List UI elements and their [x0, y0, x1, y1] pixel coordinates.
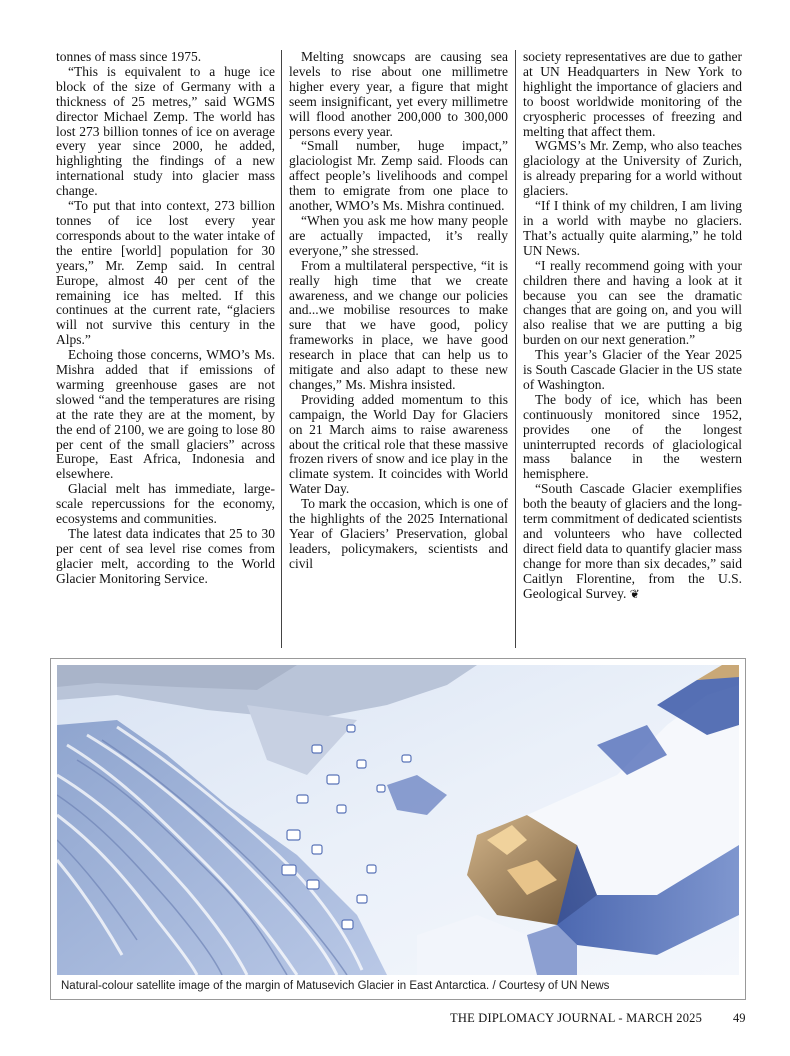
page-number: 49	[733, 1011, 746, 1025]
paragraph: The body of ice, which has been continuously monitored since 1952, provides one of the longest uninterrupted records of glaciological mass balance in the western hemisphere.	[523, 391, 742, 482]
paragraph: “If I think of my children, I am living in a world with maybe no glaciers. That’s actually quite alarming,” he told UN News.	[523, 198, 742, 258]
column-divider	[515, 50, 516, 648]
paragraph: “When you ask me how many people are actually impacted, it’s really everyone,” she stressed.	[289, 212, 508, 258]
figure	[50, 658, 746, 1000]
article-column-1	[56, 50, 275, 587]
end-of-article-icon: ❦	[629, 586, 640, 601]
column-divider	[281, 50, 282, 648]
paragraph: “This is equivalent to a huge ice block of the size of Germany with a thickness of 25 metres,” said WGMS director Michael Zemp. The world has lost 273 billion tonnes of ice on average every year since 2000, he added, highlighting the findings of a new international study into glacier mass change.	[56, 63, 275, 199]
article-column-2	[289, 50, 508, 572]
paragraph: This year’s Glacier of the Year 2025 is South Cascade Glacier in the US state of Washington.	[523, 347, 742, 392]
paragraph: “I really recommend going with your children there and having a look at it because you can see the dramatic changes that are going on, and you will also realise that we are putting a big burden on our next generation.”	[523, 257, 742, 348]
figure-caption: Natural-colour satellite image of the margin of Matusevich Glacier in East Antarctica. / Courtesy of UN News	[61, 980, 610, 992]
paragraph: society representatives are due to gather at UN Headquarters in New York to highlight the importance of glaciers and to boost worldwide monitoring of the cryospheric processes of freezing and melting that affect them.	[523, 49, 742, 139]
article-column-3	[523, 50, 742, 602]
paragraph: Glacial melt has immediate, large-scale repercussions for the economy, ecosystems and communities.	[56, 481, 275, 527]
paragraph: WGMS’s Mr. Zemp, who also teaches glaciology at the University of Zurich, is already preparing for a world without glaciers.	[523, 138, 742, 199]
paragraph: “Small number, huge impact,” glaciologist Mr. Zemp said. Floods can affect people’s livelihoods and compel them to emigrate from one place to another, WMO’s Ms. Mishra continued.	[289, 138, 508, 214]
paragraph: “To put that into context, 273 billion tonnes of ice lost every year corresponds about to the water intake of the entire [world] population for 30 years,” Mr. Zemp said. In central Europe, almost 40 per cent of the remaining ice has melted. If this continues at the current rate, “glaciers will not survive this century in the Alps.”	[56, 198, 275, 348]
paragraph: From a multilateral perspective, “it is really high time that we create awareness, and we change our policies and...we mobilise resources to make sure that we have good, policy frameworks in place, we have good research in place that can help us to mitigate and also adapt to these new changes,” Ms. Mishra insisted.	[289, 257, 508, 392]
paragraph: Melting snowcaps are causing sea levels to rise about one millimetre higher every year, a figure that might seem insignificant, yet every millimetre will flood another 200,000 to 300,000 persons every year.	[289, 49, 508, 139]
paragraph: Providing added momentum to this campaign, the World Day for Glaciers on 21 March aims to raise awareness about the critical role that these massive frozen rivers of snow and ice play in the climate system. It coincides with World Water Day.	[289, 391, 508, 497]
running-footer: THE DIPLOMACY JOURNAL - MARCH 2025	[450, 1011, 703, 1025]
paragraph	[523, 482, 742, 601]
paragraph: Echoing those concerns, WMO’s Ms. Mishra added that if emissions of warming greenhouse gases are not slowed “and the temperatures are rising at the rate they are at the moment, by the end of 2100, we are going to lose 80 per cent of the small glaciers” across Europe, East Africa, Indonesia and elsewhere.	[56, 347, 275, 482]
paragraph-text: “South Cascade Glacier exemplifies both the beauty of glaciers and the long-term commitment of dedicated scientists and volunteers who have collected direct field data to quantify glacier mass change for more than six decades,” said Caitlyn Florentine, from the U.S. Geological Survey.	[523, 481, 742, 601]
satellite-image	[57, 665, 739, 975]
paragraph: To mark the occasion, which is one of the highlights of the 2025 International Year of Glaciers’ Preservation, global leaders, policymakers, scientists and civil	[289, 496, 508, 571]
paragraph: tonnes of mass since 1975.	[56, 49, 202, 64]
paragraph: The latest data indicates that 25 to 30 per cent of sea level rise comes from glacier melt, according to the World Glacier Monitoring Service.	[56, 526, 275, 586]
